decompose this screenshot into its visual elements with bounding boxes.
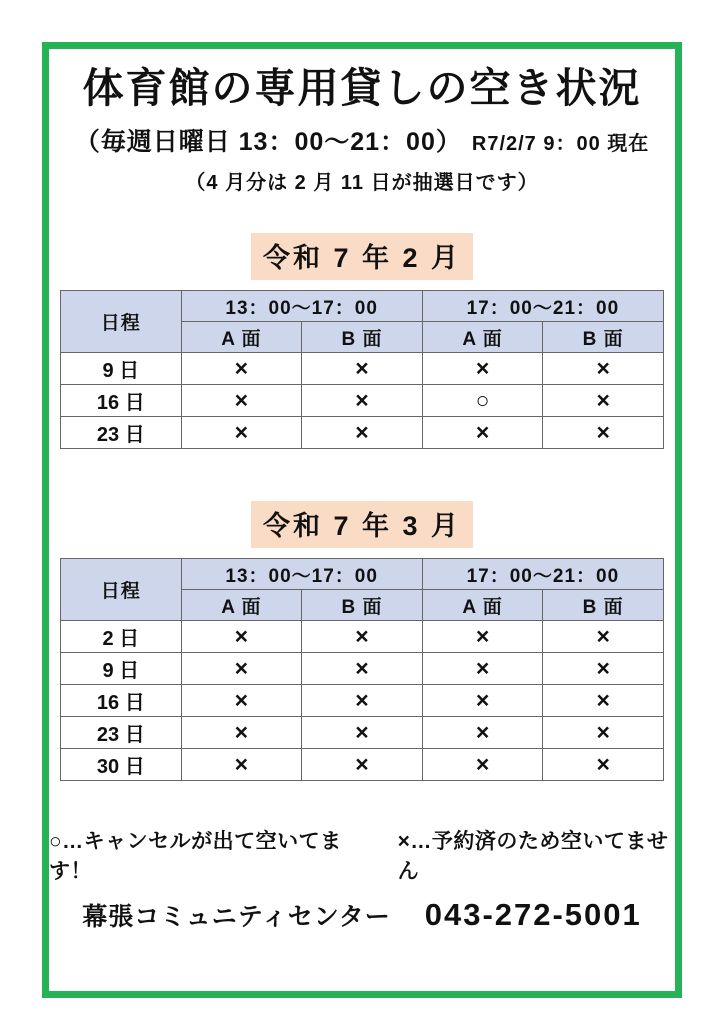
col-header-court-a1: A 面 [181,322,302,353]
date-cell: 23 日 [61,417,182,449]
availability-cell: × [302,385,423,417]
availability-cell: × [543,353,664,385]
section-title-march [49,501,675,548]
availability-cell: × [543,717,664,749]
availability-cell: × [181,653,302,685]
availability-cell: × [543,749,664,781]
availability-cell: ○ [422,385,543,417]
section-title-february [49,233,675,280]
availability-cell: × [302,621,423,653]
green-border-frame [42,42,682,998]
subtitle-as-of: R7/2/7 9：00 現在 [471,133,650,156]
col-header-court-a1: A 面 [181,590,302,621]
subtitle-hours: （毎週日曜日 13：00～21：00） [74,128,462,157]
table-row [61,385,664,417]
availability-cell: × [181,749,302,781]
col-header-slot1: 13：00～17：00 [181,559,422,590]
facility-name: 幕張コミュニティセンター [82,903,391,932]
date-cell: 30 日 [61,749,182,781]
availability-cell: × [302,717,423,749]
col-header-court-b2: B 面 [543,322,664,353]
availability-cell: × [181,385,302,417]
page-title: 体育館の専用貸しの空き状況 [82,65,642,111]
table-row [61,749,664,781]
table-row [61,717,664,749]
table-row [61,417,664,449]
availability-cell: × [181,685,302,717]
phone-number: 043-272-5001 [424,897,642,933]
col-header-court-b1: B 面 [302,590,423,621]
lottery-note: （4 月分は 2 月 11 日が抽選日です） [185,172,539,195]
availability-cell: × [302,353,423,385]
availability-cell: × [543,385,664,417]
legend-closed-item: ×…予約済のため空いてません [397,830,669,884]
date-cell: 16 日 [61,685,182,717]
availability-cell: × [181,621,302,653]
availability-cell: × [181,353,302,385]
section-title-march-highlight: 令和 7 年 3 月 [251,501,473,548]
availability-cell: × [422,621,543,653]
availability-cell: × [422,749,543,781]
table-row [61,685,664,717]
date-cell: 23 日 [61,717,182,749]
date-cell: 9 日 [61,353,182,385]
table-row [61,621,664,653]
col-header-slot2: 17：00～21：00 [422,291,663,322]
date-cell: 2 日 [61,621,182,653]
availability-cell: × [543,417,664,449]
availability-cell: × [302,685,423,717]
legend [49,825,675,885]
availability-cell: × [302,417,423,449]
date-cell: 9 日 [61,653,182,685]
availability-cell: × [543,653,664,685]
col-header-date: 日程 [61,559,182,621]
availability-cell: × [422,685,543,717]
section-title-february-highlight: 令和 7 年 2 月 [251,233,473,280]
availability-cell: × [181,717,302,749]
availability-table-march [60,558,664,781]
col-header-slot1: 13：00～17：00 [181,291,422,322]
legend-open-item: ○…キャンセルが出て空いてます！ [49,830,342,884]
col-header-court-b2: B 面 [543,590,664,621]
availability-cell: × [422,417,543,449]
availability-cell: × [181,417,302,449]
availability-cell: × [302,653,423,685]
date-cell: 16 日 [61,385,182,417]
availability-cell: × [543,685,664,717]
availability-cell: × [422,717,543,749]
footer [49,897,675,933]
col-header-court-a2: A 面 [422,590,543,621]
availability-cell: × [422,353,543,385]
subtitle [49,122,675,158]
header-row-timeslots [61,559,664,590]
col-header-court-a2: A 面 [422,322,543,353]
availability-cell: × [543,621,664,653]
availability-cell: × [302,749,423,781]
availability-cell: × [422,653,543,685]
col-header-court-b1: B 面 [302,322,423,353]
header-row-timeslots [61,291,664,322]
table-row [61,353,664,385]
table-row [61,653,664,685]
col-header-date: 日程 [61,291,182,353]
col-header-slot2: 17：00～21：00 [422,559,663,590]
availability-table-february [60,290,664,449]
